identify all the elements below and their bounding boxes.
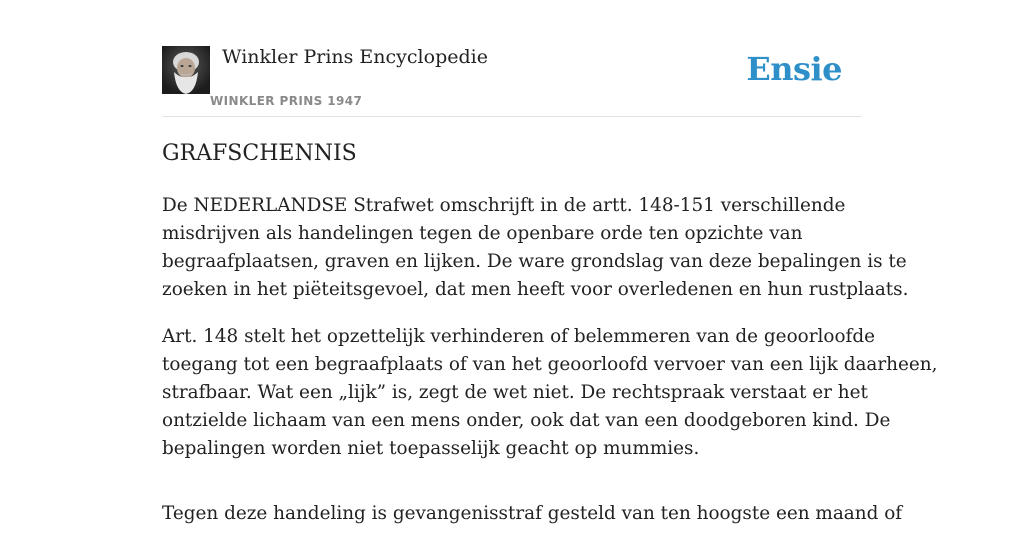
paragraph-line: Tegen deze handeling is gevangenisstraf gesteld van ten hoogste een maand of: [162, 503, 903, 524]
paragraph-line: Art. 148 stelt het opzettelijk verhinderen of belemmeren van de geoorloofde: [162, 326, 875, 347]
bearded-man-portrait-icon[interactable]: [162, 46, 210, 94]
paragraph-line: misdrijven als handelingen tegen de openbare orde ten opzichte van: [162, 223, 803, 244]
paragraph-line: ontzielde lichaam van een mens onder, ook dat van een doodgeboren kind. De: [162, 410, 891, 431]
paragraph-line: De NEDERLANDSE Strafwet omschrijft in de artt. 148-151 verschillende: [162, 195, 846, 216]
article-content: [162, 138, 938, 547]
avatar-portrait-graphic: [162, 46, 210, 94]
article-paragraph: [162, 192, 909, 304]
article-title: GRAFSCHENNIS: [162, 141, 357, 166]
paragraph-line: bepalingen worden niet toepasselijk geacht op mummies.: [162, 438, 700, 459]
source-subtitle[interactable]: WINKLER PRINS 1947: [210, 94, 363, 108]
article-header: [162, 46, 862, 117]
ensie-logo[interactable]: Ensie: [746, 50, 842, 88]
article-paragraph: [162, 323, 938, 463]
paragraph-line: strafbaar. Wat een „lijk” is, zegt de wet niet. De rechtspraak verstaat er het: [162, 382, 868, 403]
paragraph-line: begraafplaatsen, graven en lijken. De ware grondslag van deze bepalingen is te: [162, 251, 907, 272]
article-paragraph: [162, 500, 903, 528]
paragraph-line: zoeken in het piëteitsgevoel, dat men heeft voor overledenen en hun rustplaats.: [162, 279, 909, 300]
source-title[interactable]: Winkler Prins Encyclopedie: [222, 46, 488, 68]
paragraph-line: toegang tot een begraafplaats of van het geoorloofd vervoer van een lijk daarheen,: [162, 354, 938, 375]
